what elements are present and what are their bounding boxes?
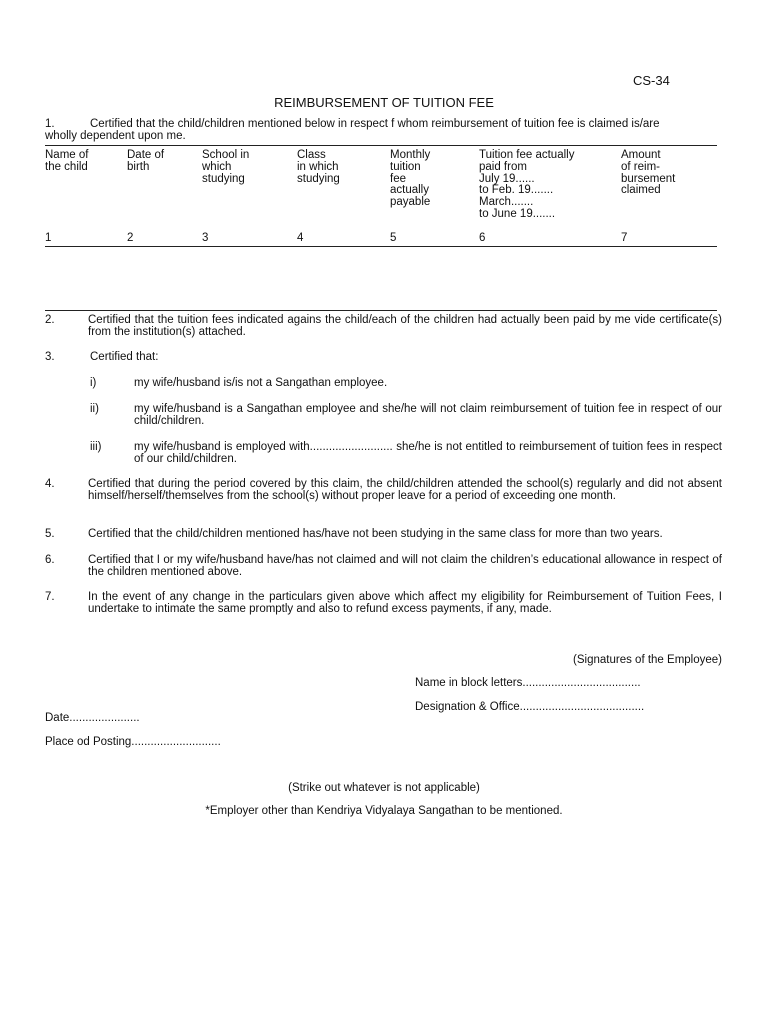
header-name-of-child: Name of the child — [45, 149, 89, 173]
table-top-rule — [45, 145, 717, 146]
header-monthly-fee: Monthly tuition fee actually payable — [390, 149, 431, 209]
item-6-text: Certified that I or my wife/husband have/has not claimed and will not claim the children’s educational allowance in respect of the children mentioned above. — [88, 554, 722, 578]
strike-out-note: (Strike out whatever is not applicable) — [288, 782, 480, 794]
designation-office-field: Designation & Office....................................... — [415, 701, 645, 713]
header-class: Class in which studying — [297, 149, 340, 185]
item-4-number: 4. — [45, 478, 55, 490]
item-3-text: Certified that: — [90, 351, 159, 363]
name-in-block-letters-field: Name in block letters..................................... — [415, 677, 641, 689]
item-1-text-line2: wholly dependent upon me. — [45, 130, 186, 142]
employer-note: *Employer other than Kendriya Vidyalaya Sangathan to be mentioned. — [205, 805, 563, 817]
header-tuition-fee-paid: Tuition fee actually paid from July 19...... to Feb. 19....... March....... to June 19....... — [479, 149, 575, 220]
date-field: Date...................... — [45, 712, 140, 724]
item-4-text: Certified that during the period covered by this claim, the child/children attended the school(s) regularly and did not absent himself/herself/themselves from the school(s) without proper leave for a period of exceeding one month. — [88, 478, 722, 502]
item-3-i-number: i) — [90, 377, 97, 389]
item-3-i-text: my wife/husband is/is not a Sangathan employee. — [134, 377, 388, 389]
place-of-posting-field: Place od Posting............................ — [45, 736, 221, 748]
header-amount-claimed: Amount of reim- bursement claimed — [621, 149, 676, 197]
table-bottom-rule — [45, 310, 717, 311]
item-2-number: 2. — [45, 314, 55, 326]
item-3-iii-text: my wife/husband is employed with.......................... she/he is not entitled to reimbursement of tuition fees in respect of our child/children. — [134, 441, 722, 465]
item-6-number: 6. — [45, 554, 55, 566]
item-2-text: Certified that the tuition fees indicated agains the child/each of the children had actually been paid by me vide certificate(s) from the institution(s) attached. — [88, 314, 722, 338]
col-number-7: 7 — [621, 232, 628, 244]
item-5-text: Certified that the child/children mentioned has/have not been studying in the same class for more than two years. — [88, 528, 663, 540]
item-3-iii-number: iii) — [90, 441, 102, 453]
item-1-text-line1: Certified that the child/children mentioned below in respect f whom reimbursement of tuition fee is claimed is/are — [90, 118, 660, 130]
item-3-ii-text: my wife/husband is a Sangathan employee and she/he will not claim reimbursement of tuition fee in respect of our child/children. — [134, 403, 722, 427]
item-3-number: 3. — [45, 351, 55, 363]
col-number-3: 3 — [202, 232, 209, 244]
table-number-rule — [45, 246, 717, 247]
col-number-4: 4 — [297, 232, 304, 244]
header-school: School in which studying — [202, 149, 250, 185]
header-date-of-birth: Date of birth — [127, 149, 165, 173]
item-5-number: 5. — [45, 528, 55, 540]
col-number-2: 2 — [127, 232, 134, 244]
item-1-number: 1. — [45, 118, 55, 130]
col-number-5: 5 — [390, 232, 397, 244]
item-7-text: In the event of any change in the particulars given above which affect my eligibility for Reimbursement of Tuition Fees, I undertake to intimate the same promptly and also to refund excess payments, if any, made. — [88, 591, 722, 615]
col-number-6: 6 — [479, 232, 486, 244]
item-3-ii-number: ii) — [90, 403, 99, 415]
page-title: REIMBURSEMENT OF TUITION FEE — [274, 95, 494, 110]
col-number-1: 1 — [45, 232, 52, 244]
item-7-number: 7. — [45, 591, 55, 603]
form-code: CS-34 — [633, 73, 670, 88]
signature-label: (Signatures of the Employee) — [573, 654, 722, 666]
